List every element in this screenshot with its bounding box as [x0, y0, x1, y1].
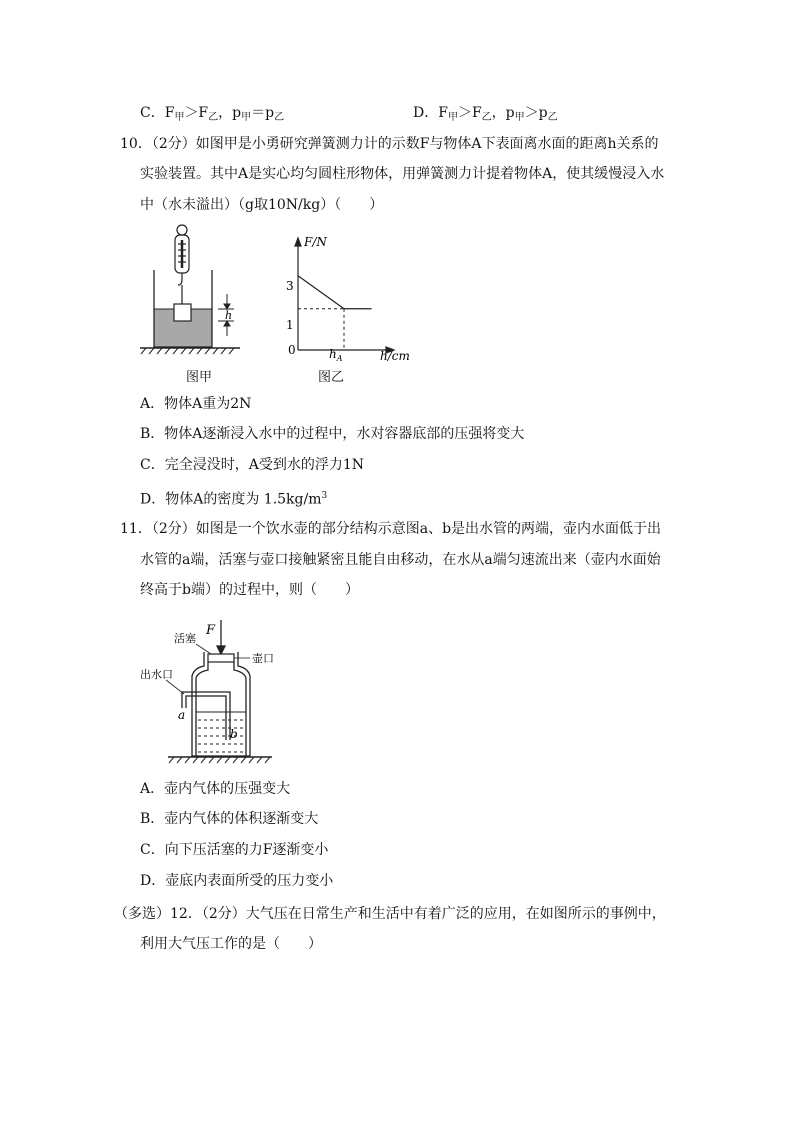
f-h-series-line [298, 276, 372, 309]
ground [140, 348, 240, 354]
piston [208, 654, 234, 662]
h-label: h [225, 309, 233, 322]
q11-stem-line1: 11．（2分）如图是一个饮水壶的部分结构示意图a、b是出水管的两端，壶内水面低于出 [120, 521, 662, 537]
q12-stem-line2: 利用大气压工作的是（ ） [140, 936, 322, 952]
q11-option-b: B．壶内气体的体积逐渐变大 [140, 811, 319, 827]
q10-option-c: C．完全浸没时，A受到水的浮力1N [140, 457, 364, 473]
fig-jia-caption: 图甲 [186, 370, 213, 385]
origin-label: 0 [288, 343, 296, 357]
object-a [174, 304, 191, 321]
mouth-label: 壶口 [252, 652, 274, 665]
y-tick-label-1: 1 [286, 318, 294, 332]
outlet-tube [182, 692, 230, 740]
q11-kettle-figure [138, 616, 288, 764]
q10-figure-jia [136, 222, 248, 362]
q10-option-b: B．物体A逐渐浸入水中的过程中，水对容器底部的压强将变大 [140, 426, 525, 442]
q10-option-a: A．物体A重为2N [140, 396, 252, 412]
q10-stem-line2: 实验装置。其中A是实心均匀圆柱形物体，用弹簧测力计提着物体A，使其缓慢浸入水 [140, 166, 665, 182]
water [196, 712, 246, 752]
x-tick-label-ha: $h_A$ [329, 347, 343, 363]
q11-option-d: D．壶底内表面所受的压力变小 [140, 873, 334, 889]
q10-chart-yi [282, 232, 422, 366]
q10-option-d: D．物体A的密度为 $1.5kg/m^3$ [140, 491, 328, 508]
q9-option-c: C．$F_甲>F_乙$，$p_甲=p_乙$ [140, 105, 285, 123]
kettle-body [192, 652, 250, 756]
y-axis-label: F/N [304, 235, 327, 249]
spring-scale [175, 225, 189, 304]
y-axis-arrow [295, 238, 301, 246]
ground [168, 757, 272, 763]
force-arrow [217, 620, 225, 654]
q10-stem-line3: 中（水未溢出）（g取10N/kg）（ ） [140, 197, 384, 213]
outlet-leader [166, 680, 184, 694]
q12-stem-line1: （多选）12．（2分）大气压在日常生产和生活中有着广泛的应用，在如图所示的事例中， [114, 906, 666, 922]
q11-stem-line2: 水管的a端，活塞与壶口接触紧密且能自由移动，在水从a端匀速流出来（壶内水面始 [140, 552, 661, 568]
q9-option-d: D．$F_甲>F_乙$，$p_甲>p_乙$ [413, 105, 558, 123]
q11-option-a: A．壶内气体的压强变大 [140, 781, 291, 797]
end-b-label: b [230, 727, 238, 741]
piston-label: 活塞 [174, 632, 196, 645]
outlet-label: 出水口 [140, 668, 173, 681]
end-a-label: a [178, 708, 186, 722]
fig-yi-caption: 图乙 [318, 370, 345, 385]
q10-stem-line1: 10．（2分）如图甲是小勇研究弹簧测力计的示数F与物体A下表面离水面的距离h关系的 [120, 136, 659, 152]
y-tick-label-3: 3 [286, 279, 294, 293]
force-f-label: F [206, 623, 216, 638]
q11-stem-line3: 终高于b端）的过程中，则（ ） [140, 582, 359, 598]
q11-option-c: C．向下压活塞的力F逐渐变小 [140, 842, 329, 858]
x-axis-label: h/cm [380, 349, 410, 363]
